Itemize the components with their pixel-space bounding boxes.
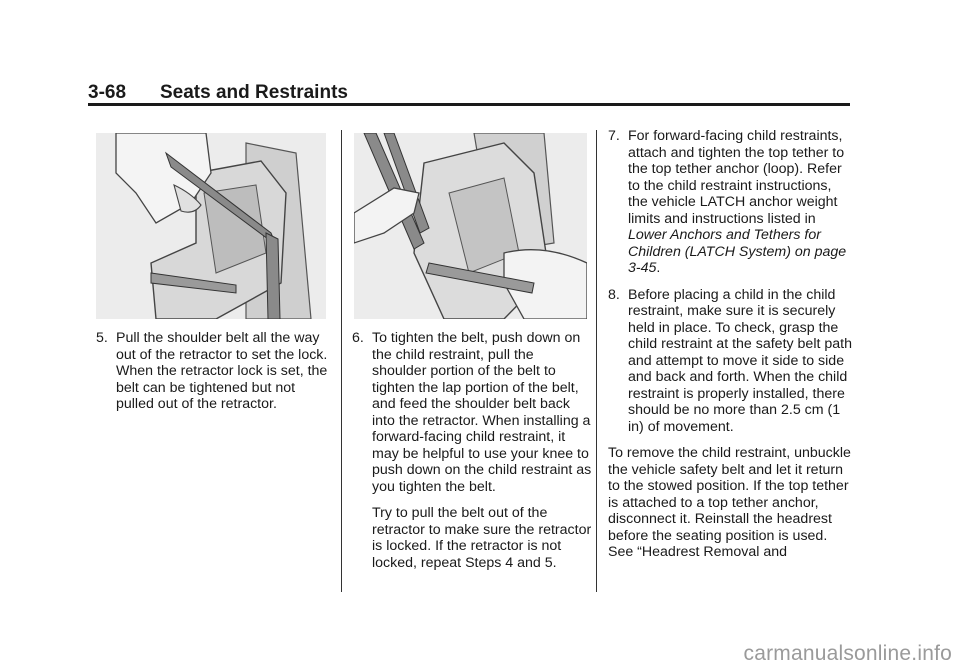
step-5-text: Pull the shoulder belt all the way out of the retractor to set the lock. When the retractor lock is set, the belt can be tightened but not pulled out of the retractor.	[116, 330, 328, 412]
step-8-number: 8.	[608, 286, 620, 303]
step-7	[608, 128, 852, 277]
remove-restraint-paragraph: To remove the child restraint, unbuckle the vehicle safety belt and let it return to the stowed position. If the top tether is attached to a top tether anchor, disconnect it. Reinstall the headrest before the seating position is used. See “Headrest Removal and	[608, 445, 851, 560]
step-5-number: 5.	[96, 330, 108, 346]
step-6	[352, 330, 592, 495]
column-2	[352, 330, 592, 571]
latch-reference-link[interactable]: Lower Anchors and Tethers for Children (LATCH System) on page 3-45	[628, 227, 847, 276]
header-rule	[88, 103, 850, 106]
column-1	[96, 330, 334, 413]
page-number: 3-68	[88, 82, 127, 103]
column-divider-1	[341, 130, 342, 592]
step-5	[96, 330, 334, 413]
step-6-text: To tighten the belt, push down on the child restraint, pull the shoulder portion of the belt to tighten the lap portion of the belt, and feed the shoulder belt back into the retractor. When installing a forward-facing child restraint, it may be helpful to use your knee to push down on the child restraint as you tighten the belt.	[372, 330, 592, 495]
step-7-text-a: For forward-facing child restraints, attach and tighten the top tether to the top tether anchor (loop). Refer to the child restraint instructions, the vehicle LATCH anchor weight limits and instructions listed in	[628, 128, 845, 227]
figure-shoulder-belt-pull	[96, 133, 326, 319]
step-6-followup: Try to pull the belt out of the retractor to make sure the retractor is locked. If the retractor is not locked, repeat Steps 4 and 5.	[372, 505, 592, 571]
figure-tighten-belt	[354, 133, 587, 319]
watermark: carmanualsonline.info	[743, 642, 952, 665]
step-7-text	[628, 128, 852, 277]
step-6-number: 6.	[352, 330, 364, 346]
section-title: Seats and Restraints	[160, 82, 348, 103]
column-divider-2	[596, 130, 597, 592]
step-8-text: Before placing a child in the child restraint, make sure it is securely held in place. To check, grasp the child restraint at the safety belt path and attempt to move it side to side and back and forth. When the child restraint is properly installed, there should be no more than 2.5 cm (1 in) of movement.	[628, 286, 852, 435]
column-3	[608, 128, 852, 561]
step-7-number: 7.	[608, 128, 620, 144]
step-8	[608, 287, 852, 436]
step-7-text-b: .	[656, 260, 661, 276]
